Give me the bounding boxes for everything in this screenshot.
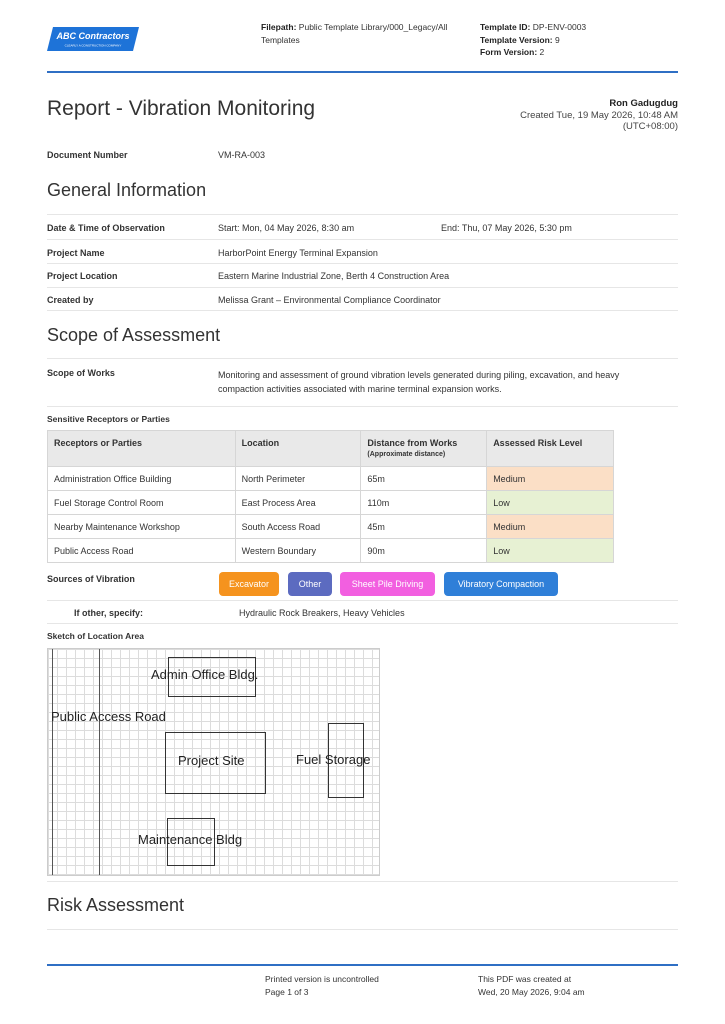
cell-distance: 90m xyxy=(361,539,487,563)
template-meta xyxy=(480,21,586,59)
svg-text:ABC Contractors: ABC Contractors xyxy=(56,31,130,41)
receptors-heading: Sensitive Receptors or Parties xyxy=(47,414,170,424)
document-number-value: VM-RA-003 xyxy=(218,150,266,160)
company-logo xyxy=(47,27,139,51)
table-row xyxy=(48,515,614,539)
scope-of-works-label: Scope of Works xyxy=(47,368,115,378)
cell-location: North Perimeter xyxy=(235,467,361,491)
maintenance-label: Maintenance Bldg xyxy=(138,832,243,847)
end-datetime: End: Thu, 07 May 2026, 5:30 pm xyxy=(441,223,572,233)
table-header-row xyxy=(48,431,614,467)
sketch-heading: Sketch of Location Area xyxy=(47,631,144,641)
filepath xyxy=(261,21,461,46)
filepath-label: Filepath: xyxy=(261,22,297,32)
cell-distance: 45m xyxy=(361,515,487,539)
col-location: Location xyxy=(235,431,361,467)
created-date: Created Tue, 19 May 2026, 10:48 AM xyxy=(520,109,678,121)
creator-info xyxy=(520,98,678,133)
other-source-value: Hydraulic Rock Breakers, Heavy Vehicles xyxy=(239,608,405,618)
location-sketch xyxy=(47,648,380,876)
divider xyxy=(47,881,678,882)
template-id-label: Template ID: xyxy=(480,22,531,32)
pdf-created-label: This PDF was created at xyxy=(478,974,572,984)
template-version-value: 9 xyxy=(554,34,560,45)
footer-divider xyxy=(47,964,678,966)
uncontrolled-note: Printed version is uncontrolled xyxy=(265,974,379,984)
pdf-created-date: Wed, 20 May 2026, 9:04 am xyxy=(478,986,585,997)
cell-receptor: Nearby Maintenance Workshop xyxy=(48,515,236,539)
fuel-storage-label: Fuel Storage xyxy=(296,752,371,767)
admin-office-label: Admin Office Bldg. xyxy=(151,667,259,682)
cell-distance: 65m xyxy=(361,467,487,491)
cell-risk: Medium xyxy=(487,467,614,491)
road-line-right xyxy=(99,649,100,875)
other-source-label: If other, specify: xyxy=(74,608,144,618)
cell-location: Western Boundary xyxy=(235,539,361,563)
form-version-value: 2 xyxy=(539,47,545,57)
source-tag-sheet-pile-driving[interactable]: Sheet Pile Driving xyxy=(340,572,435,596)
filepath-value: Public Template Library/000_Legacy/All Templates xyxy=(261,22,448,45)
source-tag-other[interactable]: Other xyxy=(288,572,332,596)
project-site-label: Project Site xyxy=(178,753,245,768)
source-tag-excavator[interactable]: Excavator xyxy=(219,572,279,596)
table-row xyxy=(48,467,614,491)
risk-assessment-heading: Risk Assessment xyxy=(47,895,185,915)
form-version-label: Form Version: xyxy=(480,47,538,57)
cell-receptor: Public Access Road xyxy=(48,539,236,563)
road-line-left xyxy=(52,649,53,875)
project-name-row xyxy=(47,239,678,263)
cell-distance: 110m xyxy=(361,491,487,515)
cell-risk: Low xyxy=(487,539,614,563)
table-row xyxy=(48,491,614,515)
cell-location: South Access Road xyxy=(235,515,361,539)
datetime-row xyxy=(47,214,678,239)
sources-label: Sources of Vibration xyxy=(47,574,135,584)
created-by-label: Created by xyxy=(47,295,94,305)
created-timezone: (UTC+08:00) xyxy=(622,121,678,132)
public-road-label: Public Access Road xyxy=(51,709,166,724)
created-by-value: Melissa Grant – Environmental Compliance Coordinator xyxy=(218,295,441,305)
footer-right xyxy=(478,973,585,998)
cell-receptor: Fuel Storage Control Room xyxy=(48,491,236,515)
scope-of-works-row xyxy=(47,358,678,407)
start-datetime: Start: Mon, 04 May 2026, 8:30 am xyxy=(218,223,355,233)
table-row xyxy=(48,539,614,563)
created-by-row xyxy=(47,287,678,311)
page-header xyxy=(0,0,725,74)
project-name-label: Project Name xyxy=(47,248,105,258)
datetime-label: Date & Time of Observation xyxy=(47,223,165,233)
project-location-row xyxy=(47,263,678,287)
project-location-label: Project Location xyxy=(47,271,118,281)
col-distance: Distance from Works (Approximate distance) xyxy=(361,431,487,467)
creator-name: Ron Gadugdug xyxy=(609,98,678,109)
scope-heading: Scope of Assessment xyxy=(47,325,221,345)
header-divider xyxy=(47,71,678,73)
divider xyxy=(47,929,678,930)
other-source-row xyxy=(47,600,678,624)
project-location-value: Eastern Marine Industrial Zone, Berth 4 Construction Area xyxy=(218,271,450,281)
cell-risk: Low xyxy=(487,491,614,515)
cell-location: East Process Area xyxy=(235,491,361,515)
template-version-label: Template Version: xyxy=(480,34,553,45)
footer-left xyxy=(265,973,379,998)
page-number: Page 1 of 3 xyxy=(265,986,309,997)
source-tag-vibratory-compaction[interactable]: Vibratory Compaction xyxy=(444,572,558,596)
project-name-value: HarborPoint Energy Terminal Expansion xyxy=(218,248,378,258)
svg-text:CLEARLY A CONSTRUCTION COMPANY: CLEARLY A CONSTRUCTION COMPANY xyxy=(64,43,122,48)
col-receptor: Receptors or Parties xyxy=(48,431,236,467)
col-distance-sub: (Approximate distance) xyxy=(367,451,446,458)
scope-line-1: Monitoring and assessment of ground vibration levels generated during piling, excavation, and heavy xyxy=(218,370,620,380)
scope-of-works-value xyxy=(218,368,658,396)
general-info-heading: General Information xyxy=(47,180,207,200)
document-number-label: Document Number xyxy=(47,150,128,160)
scope-line-2: compaction activities associated with marine terminal expansion works. xyxy=(218,384,502,394)
cell-receptor: Administration Office Building xyxy=(48,467,236,491)
col-risk: Assessed Risk Level xyxy=(487,431,614,467)
receptors-table xyxy=(47,430,614,563)
template-id-value: DP-ENV-0003 xyxy=(532,22,587,32)
cell-risk: Medium xyxy=(487,515,614,539)
page-title: Report - Vibration Monitoring xyxy=(47,97,316,120)
